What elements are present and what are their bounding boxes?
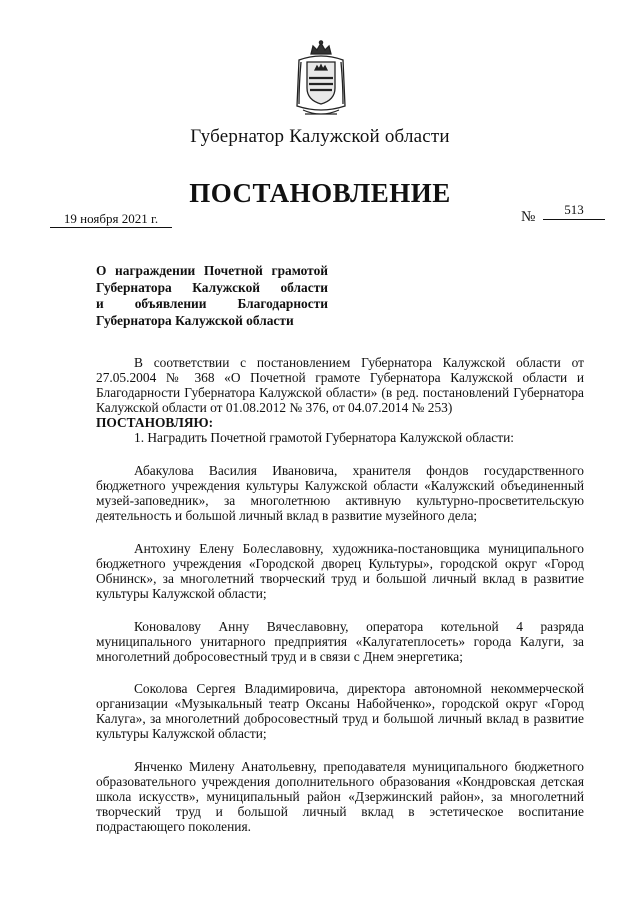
awardee-paragraph: Абакулова Василия Ивановича, хранителя фондов государственного бюджетного учреждения культуры Калужской области «Калужский объединенный музей-заповедник», за многолетнюю активную культурно-просветительскую деятельность и большой личный вклад в развитие музейного дела; xyxy=(96,463,584,524)
awardee-paragraph: Янченко Милену Анатольевну, преподавателя муниципального бюджетного образовательного учреждения дополнительного образования «Кондровская детская школа искусств», муниципальный район «Дзержинский район», за многолетний творческий труд и большой личный вклад в эстетическое воспитание подрастающего поколения. xyxy=(96,759,584,834)
decree-heading: ПОСТАНОВЛЯЮ: xyxy=(96,414,214,430)
preamble-paragraph: В соответствии с постановлением Губернатора Калужской области от 27.05.2004 № 368 «О Почетной грамоте Губернатора Калужской области и Благодарности Губернатора Калужской области» (в ред. постановлений Губернатора Калужской области от 01.08.2012 № 376, от 04.07.2014 № 253) xyxy=(96,355,584,415)
subject-line: О награждении Почетной грамотой xyxy=(96,263,328,278)
awardee-paragraph: Коновалову Анну Вячеславовну, оператора котельной 4 разряда муниципального унитарного предприятия «Калугатеплосеть» города Калуги, за многолетний добросовестный труд и в связи с Днем энергетика; xyxy=(96,618,584,664)
coat-of-arms-icon xyxy=(293,40,349,120)
authority-name: Губернатор Калужской области xyxy=(190,126,450,147)
item-1-heading: 1. Наградить Почетной грамотой Губернатора Калужской области: xyxy=(134,429,514,445)
document-date: 19 ноября 2021 г. xyxy=(50,211,172,228)
document-subject xyxy=(96,263,328,329)
subject-line: Губернатора Калужской области xyxy=(96,312,294,328)
document-number: 513 xyxy=(543,201,605,220)
document-type-title: ПОСТАНОВЛЕНИЕ xyxy=(189,178,451,208)
subject-line: и объявлении Благодарности xyxy=(96,296,328,311)
awardee-paragraph: Антохину Елену Болеславовну, художника-постановщика муниципального бюджетного учреждения «Городской дворец Культуры», городской округ «Город Обнинск», за многолетний творческий труд и большой личный вклад в развитие культуры Калужской области; xyxy=(96,541,584,601)
subject-line: Губернатора Калужской области xyxy=(96,279,328,295)
document-body xyxy=(96,356,584,853)
document-number-label: № xyxy=(521,209,536,225)
awardee-paragraph: Соколова Сергея Владимировича, директора автономной некоммерческой организации «Музыкальный театр Оксаны Набойченко», городской округ «Город Калуга», за многолетний добросовестный труд и большой личный вклад в развитие культуры Калужской области; xyxy=(96,681,584,742)
